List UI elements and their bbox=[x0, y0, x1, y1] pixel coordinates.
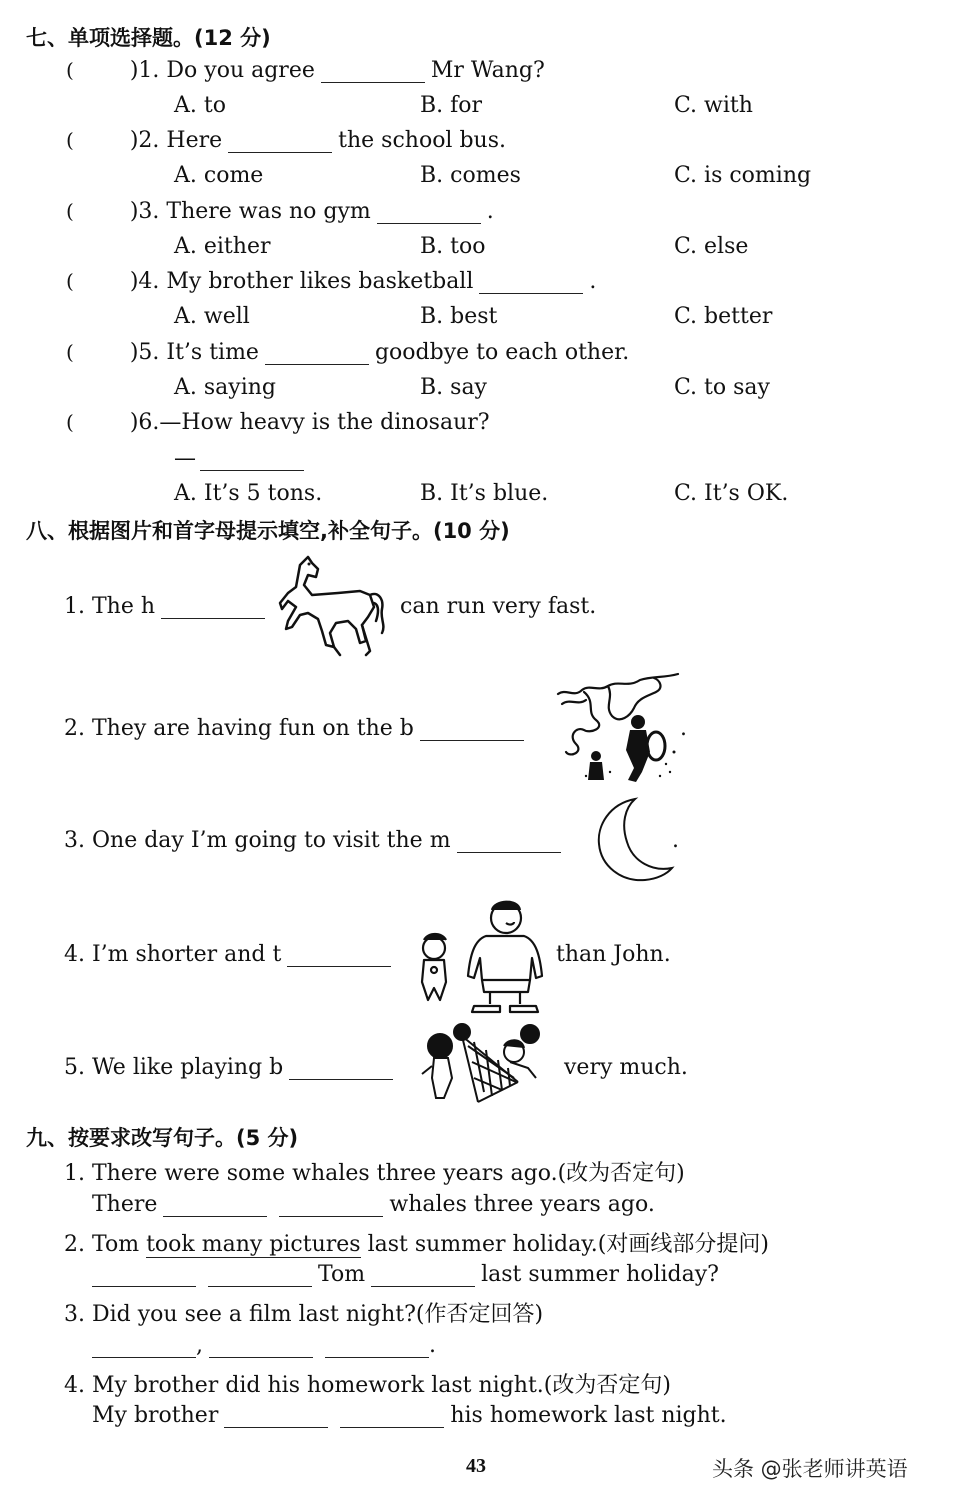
picture-item-1: 1. The h bbox=[64, 594, 271, 619]
option-c: C. to say bbox=[674, 375, 770, 400]
option-b: B. best bbox=[420, 304, 498, 329]
option-a: A. It’s 5 tons. bbox=[174, 481, 323, 506]
rewrite-prompt-2: 2. Tom took many pictures last summer holiday.(对画线部分提问) bbox=[64, 1232, 769, 1257]
option-a: A. to bbox=[174, 93, 226, 118]
blank[interactable] bbox=[289, 1057, 393, 1080]
blank[interactable] bbox=[377, 201, 481, 224]
blank[interactable] bbox=[208, 1264, 312, 1287]
page-number: 43 bbox=[466, 1455, 486, 1477]
option-c: C. else bbox=[674, 234, 749, 259]
option-b: B. comes bbox=[420, 163, 521, 188]
blank[interactable] bbox=[287, 944, 391, 967]
picture-item-5: 5. We like playing b bbox=[64, 1055, 399, 1080]
blank[interactable] bbox=[92, 1264, 196, 1287]
rewrite-prompt-4: 4. My brother did his homework last night.(改为否定句) bbox=[64, 1373, 671, 1398]
blank[interactable] bbox=[161, 596, 265, 619]
question-2: ( )2. Here the school bus. bbox=[66, 128, 506, 153]
badminton-picture bbox=[418, 1022, 554, 1110]
sentence-end: than John. bbox=[556, 942, 671, 967]
rewrite-answer-3: , . bbox=[86, 1333, 436, 1358]
rewrite-prompt-1: 1. There were some whales three years ago.(改为否定句) bbox=[64, 1161, 685, 1186]
blank[interactable] bbox=[371, 1264, 475, 1287]
blank[interactable] bbox=[228, 130, 332, 153]
blank[interactable] bbox=[279, 1194, 383, 1217]
blank[interactable] bbox=[265, 342, 369, 365]
question-6: ( )6.—How heavy is the dinosaur? bbox=[66, 410, 490, 435]
option-a: A. saying bbox=[174, 375, 276, 400]
blank[interactable] bbox=[92, 1335, 196, 1358]
option-a: A. come bbox=[174, 163, 264, 188]
blank[interactable] bbox=[457, 830, 561, 853]
moon-picture bbox=[595, 796, 675, 884]
blank[interactable] bbox=[420, 718, 524, 741]
blank[interactable] bbox=[209, 1335, 313, 1358]
beach-picture bbox=[556, 672, 680, 786]
section-7-title: 七、单项选择题。(12 分) bbox=[26, 26, 271, 50]
sentence-end: . bbox=[672, 828, 679, 853]
picture-item-3: 3. One day I’m going to visit the m bbox=[64, 828, 567, 853]
blank[interactable] bbox=[479, 271, 583, 294]
option-b: B. It’s blue. bbox=[420, 481, 549, 506]
horse-picture bbox=[278, 555, 390, 660]
section-9-title: 九、按要求改写句子。(5 分) bbox=[26, 1126, 299, 1150]
sentence-end: very much. bbox=[564, 1055, 688, 1080]
blank[interactable] bbox=[224, 1405, 328, 1428]
question-4: ( )4. My brother likes basketball . bbox=[66, 269, 597, 294]
rewrite-prompt-3: 3. Did you see a film last night?(作否定回答) bbox=[64, 1302, 544, 1327]
blank[interactable] bbox=[321, 60, 425, 83]
option-c: C. is coming bbox=[674, 163, 812, 188]
rewrite-answer-4: My brother his homework last night. bbox=[92, 1403, 727, 1428]
short-and-tall-boys-picture bbox=[414, 896, 546, 1014]
question-6-reply: — bbox=[174, 446, 310, 471]
rewrite-answer-2: Tom last summer holiday? bbox=[86, 1262, 719, 1287]
watermark: 头条 @张老师讲英语 bbox=[712, 1457, 908, 1481]
picture-item-4: 4. I’m shorter and t bbox=[64, 942, 397, 967]
option-c: C. better bbox=[674, 304, 773, 329]
underlined-phrase: took many pictures bbox=[146, 1232, 361, 1257]
option-b: B. for bbox=[420, 93, 483, 118]
blank[interactable] bbox=[325, 1335, 429, 1358]
question-5: ( )5. It’s time goodbye to each other. bbox=[66, 340, 630, 365]
option-c: C. with bbox=[674, 93, 753, 118]
blank[interactable] bbox=[163, 1194, 267, 1217]
blank[interactable] bbox=[200, 448, 304, 471]
question-1: ( )1. Do you agree Mr Wang? bbox=[66, 58, 545, 83]
picture-item-2: 2. They are having fun on the b bbox=[64, 716, 530, 741]
option-a: A. well bbox=[174, 304, 250, 329]
option-b: B. too bbox=[420, 234, 486, 259]
rewrite-answer-1: There whales three years ago. bbox=[92, 1192, 655, 1217]
option-a: A. either bbox=[174, 234, 271, 259]
sentence-end: can run very fast. bbox=[400, 594, 597, 619]
blank[interactable] bbox=[340, 1405, 444, 1428]
section-8-title: 八、根据图片和首字母提示填空,补全句子。(10 分) bbox=[26, 519, 510, 543]
sentence-end: . bbox=[680, 716, 687, 741]
option-b: B. say bbox=[420, 375, 487, 400]
question-3: ( )3. There was no gym . bbox=[66, 199, 494, 224]
option-c: C. It’s OK. bbox=[674, 481, 789, 506]
